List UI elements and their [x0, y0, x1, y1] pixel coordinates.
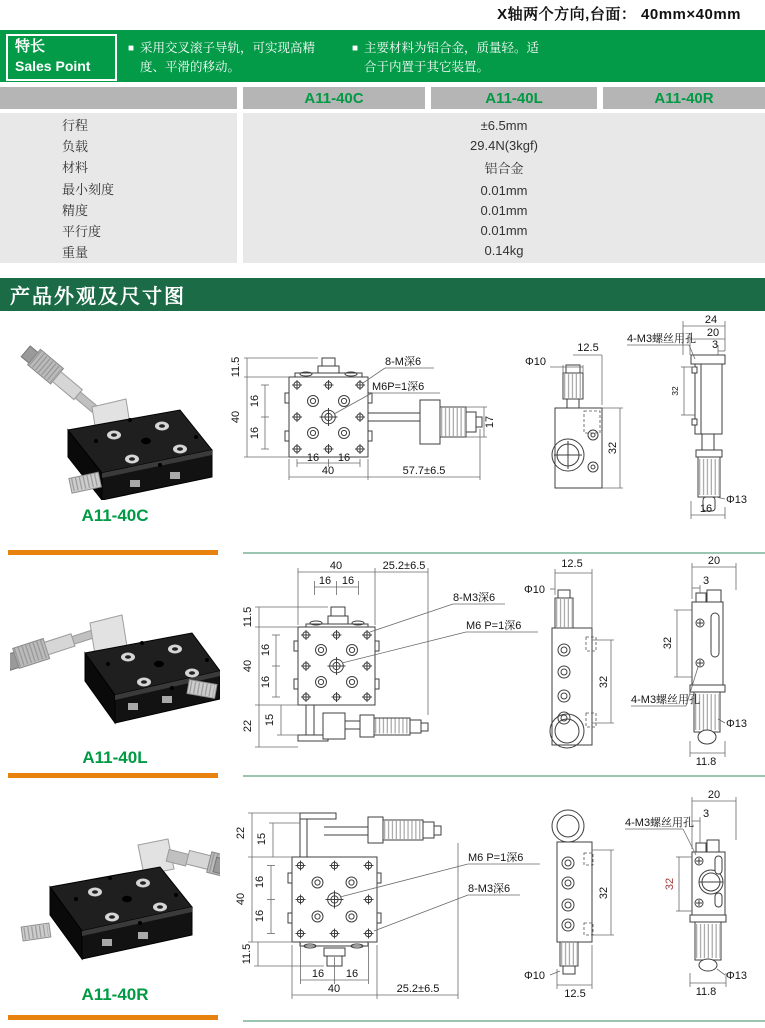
dim-label: 16: [260, 675, 272, 689]
callout-label: 4-M3螺丝用孔: [631, 694, 701, 706]
front-view: [285, 358, 482, 457]
dim-label: 16: [318, 575, 332, 587]
model-label-a11-40r: A11-40R: [81, 985, 149, 1004]
dim-label: Φ13: [726, 718, 748, 730]
callout-label: 4-M3螺丝用孔: [627, 333, 697, 345]
dim-label: Φ13: [726, 970, 748, 982]
model-label-a11-40l: A11-40L: [82, 748, 148, 767]
dim-label: 11.5: [242, 606, 254, 628]
dim-label: 11.5: [241, 943, 253, 965]
dim-label: 22: [235, 826, 247, 840]
dim-label: 3: [702, 808, 710, 820]
spec-row-label: 负载: [62, 139, 89, 155]
dim-label: 12.5: [561, 558, 583, 570]
front-view: [294, 607, 428, 741]
model-label-a11-40c: A11-40C: [81, 506, 149, 525]
callout-label: 4-M3螺丝用孔: [625, 817, 695, 829]
square-bullet-icon: ■: [352, 43, 359, 54]
callout-label: M6 P=1深6: [468, 852, 524, 864]
dim-label: Φ13: [726, 494, 748, 506]
spec-row-value: 0.14kg: [484, 242, 524, 258]
dim-label: 16: [699, 503, 713, 515]
dim-label: 16: [311, 968, 325, 980]
dim-label: 32: [598, 886, 610, 900]
spec-row-value: 铝合金: [484, 161, 524, 177]
dim-label: 16: [260, 643, 272, 657]
sales-point-title-cn: 特长: [15, 38, 46, 55]
dim-label: 20: [707, 555, 721, 567]
orange-underline: [8, 773, 218, 778]
dim-label: 16: [345, 968, 359, 980]
spec-row-label: 最小刻度: [62, 181, 115, 197]
clamp-knob-photo: [21, 923, 51, 941]
spec-row-value: 0.01mm: [480, 222, 528, 238]
page-title: X轴两个方向,台面： 40mm×40mm: [497, 6, 741, 23]
spec-row-value: 29.4N(3kgf): [470, 138, 538, 154]
dim-label: 17: [484, 415, 496, 429]
callout-label: 8-M3深6: [453, 592, 496, 604]
dim-label: 15: [264, 713, 276, 727]
micrometer-photo: [10, 624, 95, 671]
dim-label: 12.5: [577, 342, 599, 354]
dim-label: 22: [242, 719, 254, 733]
section-title-bar: [0, 278, 765, 311]
sales-point-title-en: Sales Point: [15, 58, 91, 74]
micrometer-photo: [20, 343, 102, 416]
sales-bullet-1: [128, 39, 324, 78]
dim-label: 16: [254, 875, 266, 889]
dim-label: 16: [337, 452, 351, 464]
dim-label: 15: [256, 832, 268, 846]
dim-label: 24: [704, 315, 718, 326]
spec-table-values: [243, 113, 765, 263]
spec-row-label: 精度: [62, 202, 89, 218]
callout-label: 8-M3深6: [468, 883, 511, 895]
dim-label: Φ10: [524, 584, 546, 596]
dim-label: 16: [249, 394, 261, 408]
micrometer-photo: [166, 842, 220, 880]
spec-row-label: 重量: [62, 244, 89, 260]
dim-label: 32: [664, 877, 676, 891]
callout-label: 8-M深6: [385, 356, 422, 368]
spec-table-corner-cell: [0, 87, 237, 109]
dim-label: 16: [249, 426, 261, 440]
spec-row-label: 行程: [62, 118, 89, 134]
sales-bullet-2: [352, 39, 548, 78]
dim-label: 12.5: [564, 988, 586, 1000]
sales-bullet-2-text: 主要材料为铝合金，质量轻。适合于内置于其它装置。: [364, 41, 540, 75]
dim-label: Φ10: [524, 970, 546, 982]
dim-label: 40: [327, 983, 341, 995]
sales-bullet-1-text: 采用交叉滚子导轨，可实现高精度、平滑的移动。: [140, 41, 316, 75]
dim-label: 11.5: [230, 356, 242, 378]
spec-row-value: ±6.5mm: [480, 118, 528, 134]
dim-label: 3: [702, 575, 710, 587]
callout-label: M6 P=1深6: [466, 620, 522, 632]
dim-label: 25.2±6.5: [396, 983, 440, 995]
front-view: [288, 813, 441, 966]
orange-underline: [8, 550, 218, 555]
dim-label: 57.7±6.5: [402, 465, 446, 477]
end-view: [631, 555, 747, 768]
spec-row-label: 平行度: [62, 223, 102, 239]
dim-label: 11.8: [695, 756, 717, 768]
dim-label: 16: [254, 909, 266, 923]
callout-label: M6P=1深6: [372, 381, 425, 393]
product-photo-a11-40r: [10, 795, 220, 980]
side-view: [524, 810, 614, 1000]
section-title: 产品外观及尺寸图: [10, 286, 186, 308]
dimension-drawing-a11-40l: [228, 555, 765, 785]
dim-label: 40: [230, 410, 242, 424]
spec-table-header-model-2: A11-40L: [431, 87, 597, 109]
product-photo-a11-40c: [10, 325, 220, 500]
square-bullet-icon: ■: [128, 43, 135, 54]
dim-label: 16: [341, 575, 355, 587]
side-view: [524, 558, 614, 748]
dim-label: 32: [607, 441, 619, 455]
spec-table-header-model-1: A11-40C: [243, 87, 425, 109]
dim-label: Φ10: [525, 356, 547, 368]
spec-row-value: 0.01mm: [480, 202, 528, 218]
dim-label: 40: [321, 465, 335, 477]
spec-row-value: 0.01mm: [480, 182, 528, 198]
dim-label: 20: [707, 789, 721, 801]
dim-label: 40: [329, 560, 343, 572]
section-separator: [243, 552, 765, 554]
dim-label: 40: [235, 892, 247, 906]
dim-label: 32: [662, 636, 674, 650]
stage-body-photo: [50, 867, 192, 959]
dim-label: 16: [306, 452, 320, 464]
product-photo-a11-40l: [10, 565, 220, 745]
end-view: [627, 315, 747, 519]
dim-label: 11.8: [695, 986, 717, 998]
orange-underline: [8, 1015, 218, 1020]
dim-label: 40: [242, 659, 254, 673]
sales-point-box: [6, 34, 117, 81]
end-view: [625, 789, 747, 998]
front-dimensions: [235, 813, 540, 999]
side-view: [525, 342, 623, 488]
spec-table-header-model-3: A11-40R: [603, 87, 765, 109]
dim-label: 20: [706, 327, 720, 339]
dim-label: 25.2±6.5: [382, 560, 426, 572]
spec-row-label: 材料: [62, 160, 89, 176]
dim-label: 3: [711, 339, 719, 351]
dimension-drawing-a11-40c: [228, 315, 765, 543]
spec-table-labels: [0, 113, 237, 263]
dim-label: 32: [598, 675, 610, 689]
dimension-drawing-a11-40r: [228, 785, 765, 1028]
dim-label: 32: [670, 386, 680, 396]
